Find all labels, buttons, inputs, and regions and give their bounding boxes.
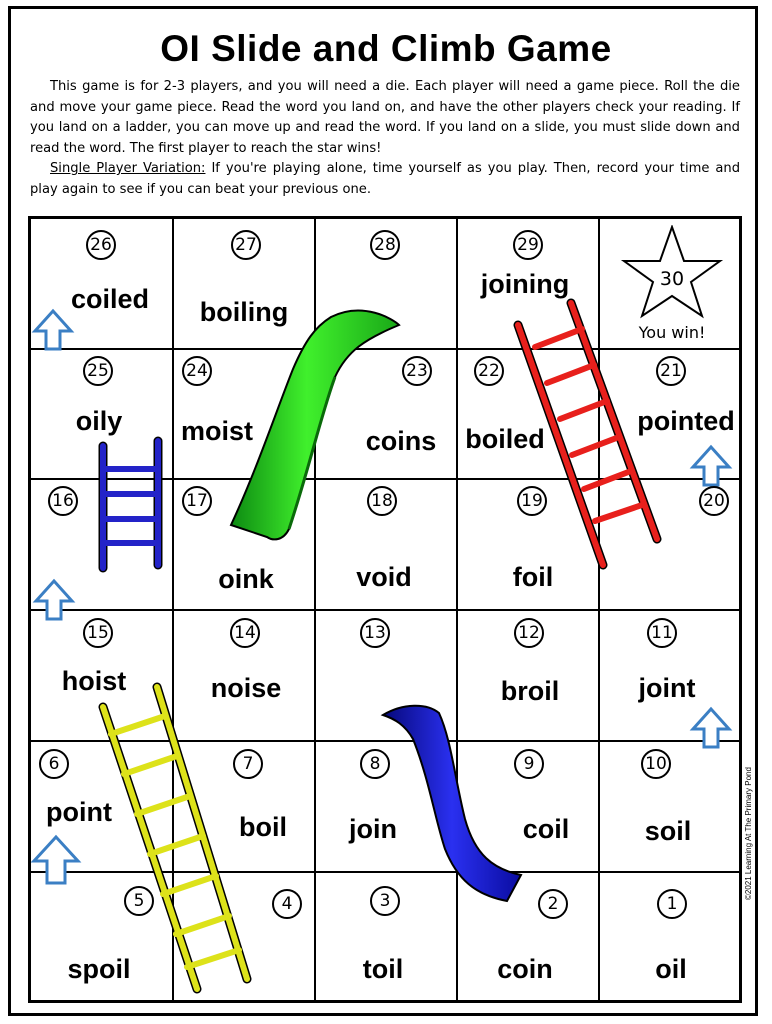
space-number: 7 — [233, 749, 263, 779]
space-number: 15 — [83, 618, 113, 648]
space-word: joining — [480, 269, 570, 299]
space-word: oink — [218, 564, 274, 594]
space-number: 22 — [474, 356, 504, 386]
space-number: 12 — [514, 618, 544, 648]
space-number: 27 — [231, 230, 261, 260]
space-number: 23 — [402, 356, 432, 386]
space-word: coiled — [70, 284, 150, 314]
space-word: coins — [365, 426, 437, 456]
up-arrow-icon — [36, 581, 72, 619]
space-word: point — [46, 797, 112, 827]
blue-slide — [383, 706, 521, 901]
variation-text: If you're playing alone, time yourself as you play. Then, record your time and play again to see if you can beat your previous one. — [30, 161, 741, 197]
space-number: 17 — [182, 486, 212, 516]
space-word: spoil — [67, 954, 131, 984]
win-label: You win! — [638, 323, 706, 342]
space-word: coil — [522, 814, 570, 844]
up-arrow-icon — [693, 447, 729, 485]
space-word: soil — [644, 816, 692, 846]
space-word: moist — [180, 416, 254, 446]
game-board — [28, 216, 742, 1003]
up-arrow-icon — [35, 311, 71, 349]
space-number: 6 — [39, 749, 69, 779]
instructions-paragraph: This game is for 2-3 players, and you will need a die. Each player will need a game piece. Roll the die and move your game piece. Read the word you land on, and have the other players check your reading. If you land on a ladder, you can move up and read the word. If you land on a slide, you must slide down and read the word. The first player to reach the star wins! — [30, 79, 740, 156]
space-number: 14 — [230, 618, 260, 648]
space-word: toil — [362, 954, 404, 984]
up-arrow-icon — [693, 709, 729, 747]
space-word: foil — [512, 562, 554, 592]
space-number: 26 — [86, 230, 116, 260]
space-word: boil — [239, 812, 287, 842]
space-number: 28 — [370, 230, 400, 260]
space-number: 1 — [657, 889, 687, 919]
blue-ladder — [103, 441, 158, 568]
space-word: boiling — [199, 297, 289, 327]
space-word: oil — [655, 954, 687, 984]
space-number: 25 — [83, 356, 113, 386]
space-number: 11 — [647, 618, 677, 648]
space-number: 20 — [699, 486, 729, 516]
yellow-ladder — [103, 687, 247, 989]
space-word: noise — [210, 673, 282, 703]
space-word: join — [349, 814, 397, 844]
space-number: 21 — [656, 356, 686, 386]
space-word: oily — [75, 406, 123, 436]
space-number: 30 — [659, 268, 685, 290]
space-number: 13 — [360, 618, 390, 648]
up-arrow-icon — [34, 837, 78, 883]
space-number: 2 — [538, 889, 568, 919]
space-number: 16 — [48, 486, 78, 516]
space-number: 5 — [124, 886, 154, 916]
space-word: void — [356, 562, 412, 592]
space-number: 3 — [370, 886, 400, 916]
variation-label: Single Player Variation: — [50, 161, 206, 176]
space-number: 4 — [272, 889, 302, 919]
space-number: 9 — [514, 749, 544, 779]
instructions — [30, 77, 740, 200]
space-word: pointed — [637, 406, 735, 436]
space-word: boiled — [465, 424, 545, 454]
space-number: 24 — [182, 356, 212, 386]
space-number: 18 — [367, 486, 397, 516]
copyright-text: ©2021 Learning At The Primary Pond — [744, 767, 753, 900]
space-word: coin — [497, 954, 553, 984]
space-number: 8 — [360, 749, 390, 779]
space-word: hoist — [61, 666, 127, 696]
space-word: broil — [500, 676, 560, 706]
space-word: joint — [638, 673, 696, 703]
space-number: 19 — [517, 486, 547, 516]
space-number: 10 — [641, 749, 671, 779]
page-title: OI Slide and Climb Game — [160, 28, 612, 69]
space-number: 29 — [513, 230, 543, 260]
variation-paragraph — [30, 159, 740, 200]
